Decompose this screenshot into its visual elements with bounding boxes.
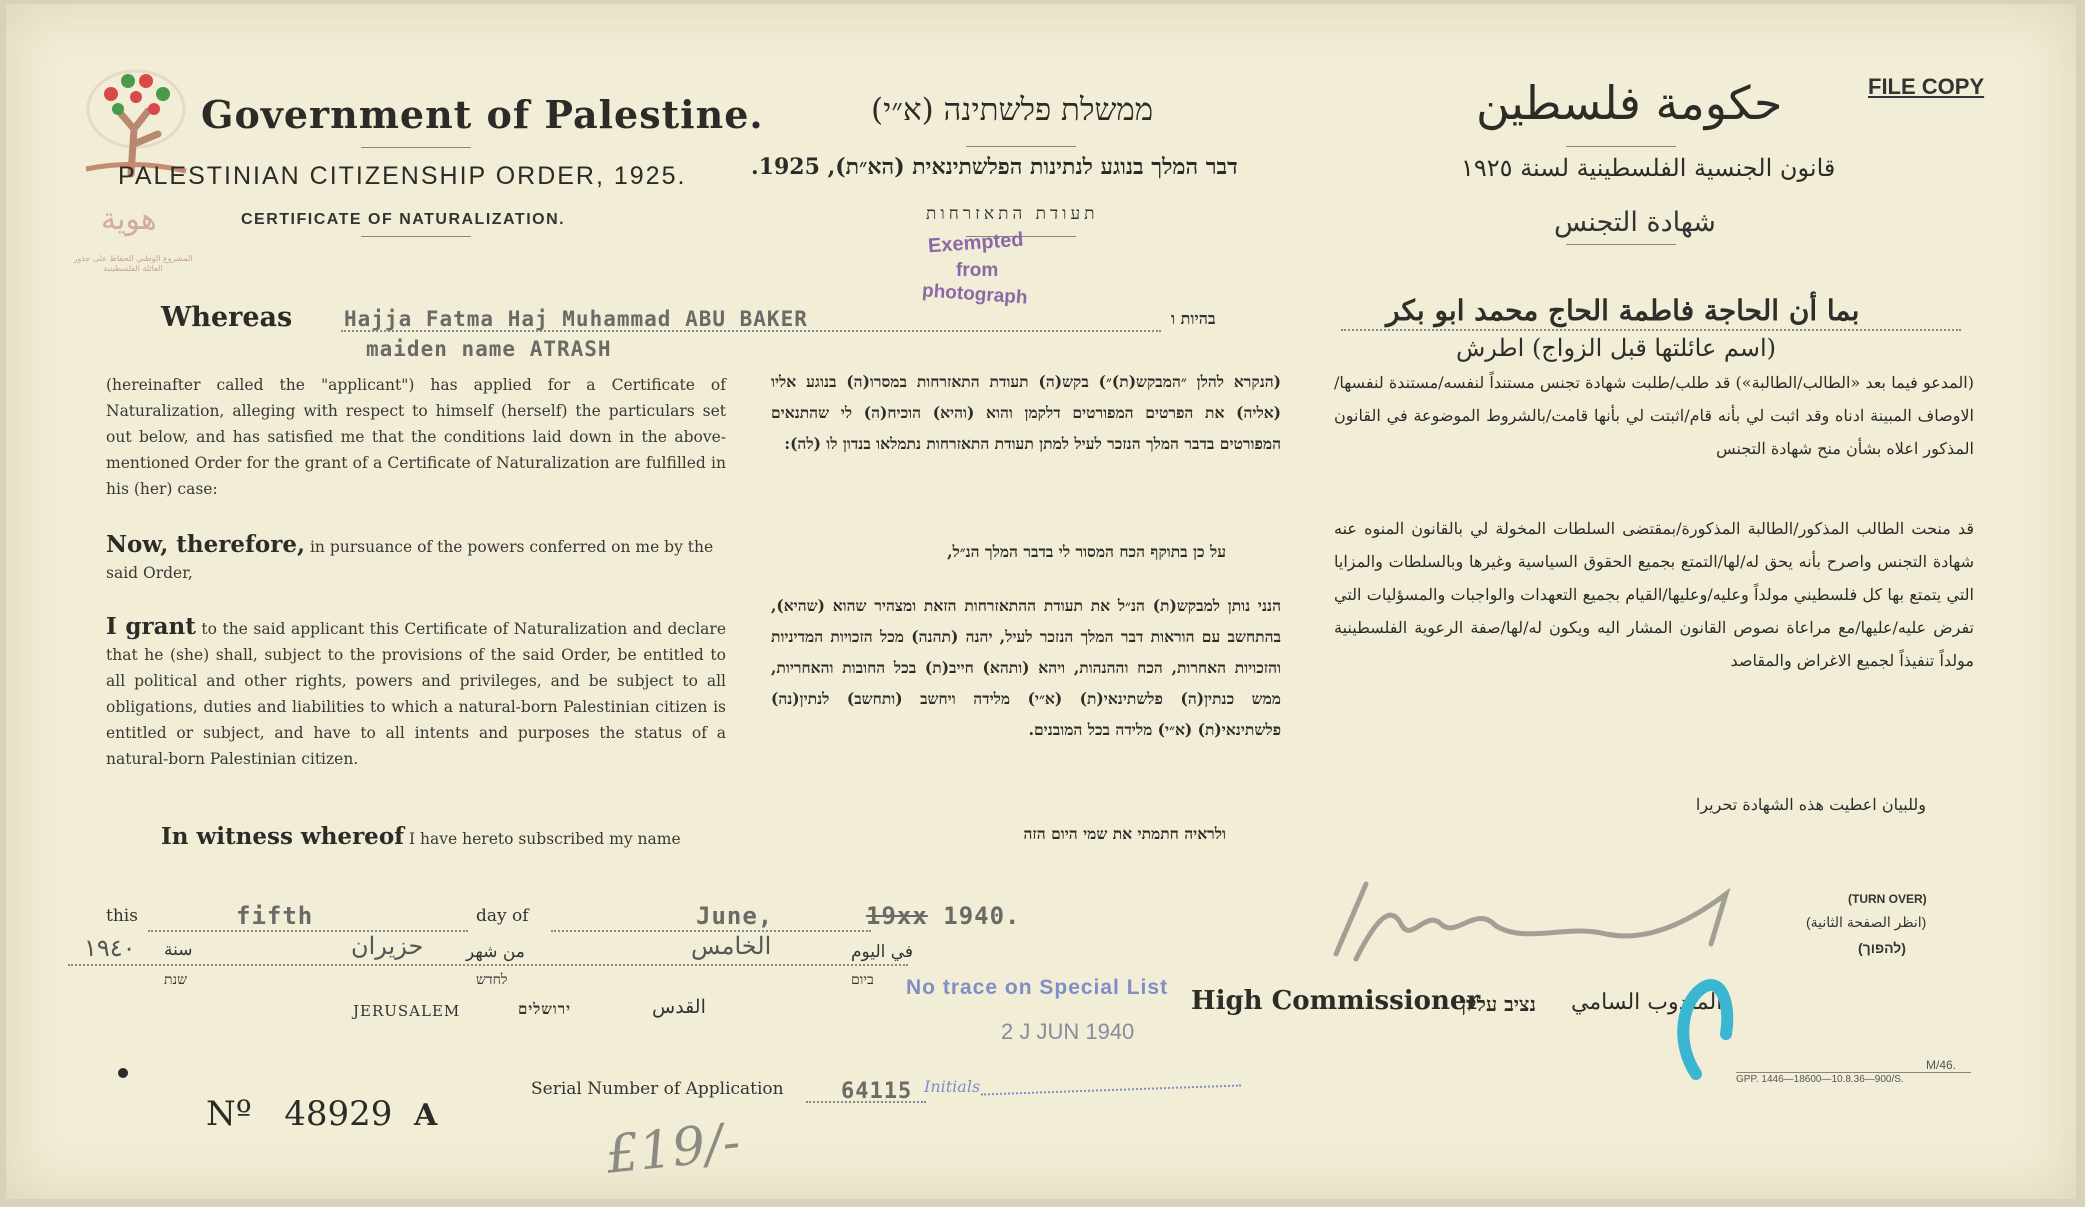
divider [361, 147, 471, 148]
hebrew-paragraph-2: על כן בתוקף הכח המסור לי בדבר המלך הנ״ל, [947, 542, 1226, 561]
turn-over-english: (TURN OVER) [1848, 892, 1927, 906]
arabic-name-dotted-line [1341, 329, 1961, 331]
initials-dotted-line [981, 1084, 1241, 1095]
high-commissioner-english: High Commissioner [1191, 986, 1481, 1016]
now-therefore-lead: Now, therefore, [106, 531, 306, 558]
hebrew-paragraph-1: (הנקרא להלן ״המבקש(ת)״) בקש(ה) תעודת התאזרחות במסרו(ה) בנוגע אליו (אליה) את הפרטים המפורטים דלקמן והוא (והיא) הוכיח(ה) לי שהתנאים המפורטים בדבר המלך הנזכר לעיל למתן תעודת התאזרחות נתמלאו בנדון לו (לה): [771, 372, 1281, 453]
this-label: this [106, 906, 138, 926]
english-paragraph-witness [161, 824, 761, 852]
witness-lead: In witness whereof [161, 823, 405, 850]
date-year [866, 902, 1021, 930]
hebrew-name-label: בהיות ו [1171, 309, 1216, 328]
title-arabic: حكومة فلسطين [1476, 76, 1783, 130]
arabic-paragraph-3: وللبيان اعطيت هذه الشهادة تحريرا [1695, 795, 1926, 814]
exempted-stamp-line2: from [956, 260, 999, 281]
applicant-name: Hajja Fatma Haj Muhammad ABU BAKER [344, 307, 808, 331]
punch-dot [118, 1068, 128, 1078]
date-month: June, [696, 902, 774, 930]
grant-lead: I grant [106, 613, 196, 640]
applicant-maiden-name: maiden name ATRASH [366, 337, 612, 361]
arabic-year-label: سنة [164, 940, 193, 960]
turn-over-arabic: (انظر الصفحة الثانية) [1806, 914, 1927, 930]
arabic-day: الخامس [691, 932, 772, 960]
divider [1566, 244, 1676, 245]
hebrew-month-label: לחדש [476, 972, 508, 988]
arabic-day-label: في اليوم [851, 942, 914, 962]
now-therefore-text: in pursuance of the powers conferred on me by the said Order, [106, 538, 714, 582]
hebrew-year-label: שנת [164, 972, 188, 988]
arabic-year: ١٩٤٠ [84, 934, 136, 962]
turn-over-hebrew: (להפוך) [1858, 940, 1906, 956]
serial-number-label: Serial Number of Application [531, 1079, 784, 1099]
grant-text: to the said applicant this Certificate of Naturalization and declare that he (she) shall, subject to the provisions of the said Order, be entitled to all political and other rights, powers and privileges, and be subject to all obligations, duties and liabilities to which a natural-born Palestinian citizen is entitled or subject, and have to all intents and purposes the status of a natural-born Palestinian citizen. [106, 620, 727, 768]
arabic-paragraph-1: (المدعو فيما بعد «الطالب/الطالبة») قد طلب/طلبت شهادة تجنس مستنداً لنفسه/مستندة لنفسها/الاوصاف المبينة ادناه وقد اثبت لي بأنه قام/اثبتت لي بأنها قامت/بالشروط الموضوعة في القانون المذكور اعلاه بشأن منح شهادة التجنس [1334, 373, 1974, 458]
order-hebrew: דבר המלך בנוגע לנתינות הפלשתינאית (הא״ת), 1925. [751, 154, 1238, 180]
title-hebrew: ממשלת פלשתינה (א״י) [871, 92, 1154, 128]
hebrew-paragraph-4: ולראיה חתמתי את שמי היום הזה [1023, 824, 1226, 843]
high-commissioner-arabic: المندوب السامي [1571, 990, 1723, 1015]
certificate-number [206, 1094, 437, 1134]
certificate-heading-arabic: شهادة التجنس [1554, 207, 1716, 238]
day-of-label: day of [476, 906, 529, 926]
stamp-date: 2 J JUN 1940 [1001, 1019, 1135, 1044]
english-paragraph-1: (hereinafter called the "applicant") has applied for a Certificate of Naturalization, alleging with respect to himself (herself) the particulars set out below, and has satisfied me that the conditions laid down in the above-mentioned Order for the grant of a Certificate of Naturalization are fulfilled in his (her) case: [106, 376, 726, 498]
number-value: 48929 [284, 1094, 393, 1134]
initials-label: Initials [924, 1077, 981, 1096]
english-paragraph-grant [106, 614, 726, 772]
date-day: fifth [236, 902, 314, 930]
city-arabic: القدس [652, 996, 706, 1018]
footer-divider [1736, 1072, 1971, 1073]
high-commissioner-hebrew: נציב עליון [1461, 992, 1536, 1016]
cyan-check-mark-icon [1666, 964, 1746, 1084]
whereas-lead: Whereas [161, 302, 293, 333]
hebrew-day-label: ביום [851, 972, 874, 988]
arabic-month-label: من شهر [466, 942, 525, 962]
form-code: M/46. [1926, 1058, 1957, 1072]
year-struck: 19xx [866, 902, 928, 930]
logo-caption: المشروع الوطني للحفاظ على جذور العائلة الفلسطينية [73, 254, 193, 273]
serial-number-value: 64115 [841, 1079, 913, 1104]
exempted-stamp-line1: Exempted [927, 228, 1025, 258]
file-copy-label: FILE COPY [1868, 74, 1985, 99]
number-series: A [413, 1098, 438, 1133]
arabic-applicant-name: بما أن الحاجة فاطمة الحاج محمد ابو بكر [1386, 294, 1860, 327]
signature-scrawl-icon [1306, 864, 1766, 974]
divider [966, 146, 1076, 147]
arabic-month: حزيران [351, 932, 424, 960]
city-hebrew: ירושלים [518, 1000, 572, 1018]
divider [1566, 146, 1676, 147]
order-english: PALESTINIAN CITIZENSHIP ORDER, 1925. [118, 162, 687, 190]
certificate-heading-hebrew: תעודת התאזרחות [926, 204, 1099, 224]
print-code: GPP. 1446—18600—10.8.36—900/S. [1736, 1074, 1904, 1085]
logo-word: هوية [101, 202, 157, 237]
city-english: JERUSALEM [353, 1002, 461, 1020]
title-english: Government of Palestine. [201, 92, 764, 137]
witness-text: I have hereto subscribed my name [409, 830, 681, 848]
exempted-stamp-line3: photograph [921, 280, 1029, 309]
divider [361, 236, 471, 237]
order-arabic: قانون الجنسية الفلسطينية لسنة ١٩٢٥ [1461, 154, 1836, 182]
certificate-page [6, 4, 2076, 1199]
year-value: 1940. [943, 902, 1021, 930]
english-paragraph-now [106, 532, 726, 586]
arabic-maiden-name: (اسم عائلتها قبل الزواج) اطرش [1456, 334, 1777, 362]
certificate-heading-english: CERTIFICATE OF NATURALIZATION. [241, 211, 566, 228]
name-dotted-line [341, 330, 1161, 332]
special-list-stamp: No trace on Special List [906, 976, 1169, 999]
handwritten-fee: £19/- [603, 1112, 744, 1186]
number-prefix: Nº [206, 1094, 252, 1134]
arabic-paragraph-2: قد منحت الطالب المذكور/الطالبة المذكورة/بمقتضى السلطات المخولة لي بالقانون المنوه عنه شهادة التجنس واصرح بأنه يحق له/لها/التمتع بجميع الحقوق السياسية وغيرها وبالسلطات والمزايا التي يتمتع بها كل فلسطيني مولداً وعليه/وعليها/القيام بجميع التعهدات والواجبات والمسؤليات التي تفرض عليه/عليها/مع مراعاة نصوص القانون المشار اليه ويكون له/لها/صفة الرعوية الفلسطينية مولداً تنفيذاً لجميع الاغراض والمقاصد [1334, 519, 1974, 670]
arabic-date-dotted-line [68, 964, 908, 966]
hebrew-paragraph-3: הנני נותן למבקש(ת) הנ״ל את תעודת ההתאזרחות הזאת ומצהיר שהוא (שהיא), בהתחשב עם הוראות דבר המלך הנזכר לעיל, יהנה (תהנה) מכל הזכויות המדיניות והזכויות האחרות, הכח וההנהות, ויהא (ותהא) חייב(ת) בכל החובות והאחריות, ממש כנתין(ה) פלשתינאי(ת) (א״י) מלידה ויחשב (ותחשב) לנתין(נה) פלשתינאי(ת) (א״י) מלידה בכל המובנים. [771, 596, 1281, 739]
